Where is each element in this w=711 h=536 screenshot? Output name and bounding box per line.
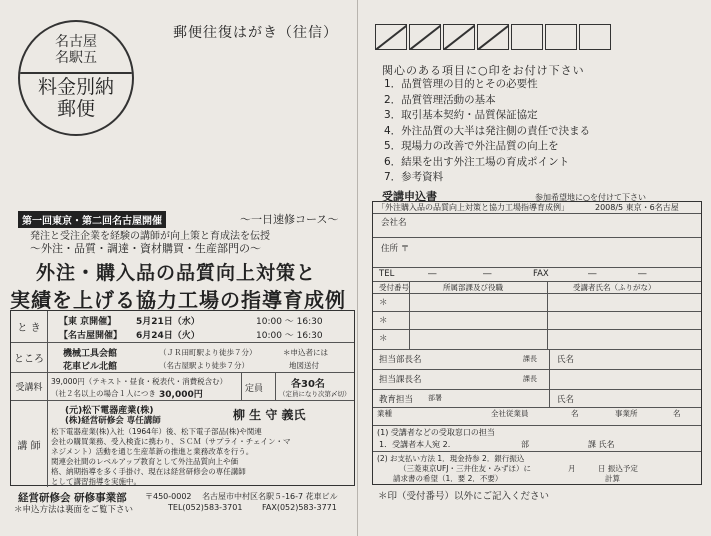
capacity: 各30名 <box>291 379 325 390</box>
nagoya-date: 6月24日（火） <box>136 331 200 341</box>
payment-month: 月 <box>568 464 576 473</box>
where-row <box>11 343 354 373</box>
fee-2-amount: 30,000円 <box>159 390 203 400</box>
when-label: と き <box>11 311 48 342</box>
tokyo-time: 10:00 〜 16:30 <box>256 317 323 327</box>
when-row <box>11 311 354 343</box>
col-receipt-no: 受付番号 <box>379 283 409 292</box>
interest-item[interactable]: 7．参考資料 <box>384 171 444 183</box>
employees-label: 全社従業員 <box>491 409 529 418</box>
organizer-zip: 〒450-0002 <box>145 492 192 501</box>
address-field[interactable] <box>373 238 701 268</box>
venue-2: 花車ビル北館 <box>63 362 118 372</box>
dept-head-row[interactable] <box>373 350 701 370</box>
tel-dash: ― <box>483 269 492 279</box>
postcode-box[interactable] <box>579 24 611 50</box>
payment-day: 日 振込予定 <box>598 464 638 473</box>
postal-title: 郵便往復はがき（往信） <box>173 25 338 41</box>
course-type: 〜一日速修コース〜 <box>240 213 339 226</box>
apply-note: ＊申込方法は裏面をご覧下さい <box>14 505 134 515</box>
stamp-line2: 郵便 <box>56 98 95 120</box>
fax-label: FAX <box>533 269 549 279</box>
course-date-place: 2008/5 東京・6名古屋 <box>595 203 679 212</box>
count-label: 名 <box>571 409 579 418</box>
business-row[interactable] <box>373 408 701 426</box>
organizer-address-line <box>145 491 338 502</box>
capacity-label: 定員 <box>245 384 264 394</box>
business-label: 業種 <box>377 409 392 418</box>
lecturer-bio: 関連会社間のレベルアップ教育として外注品質向上や価 <box>51 457 238 466</box>
section-head-label: 担当課長名 <box>379 375 422 385</box>
application-title: 受講申込書 <box>382 190 437 203</box>
lecturer-bio: 会社の購買業務、受入検査に携わり、ＳＣＭ（サプライ・チェイン・マ <box>51 437 291 446</box>
fee-row <box>11 373 354 401</box>
lecturer-row <box>11 401 354 487</box>
stamp-office-line2: 名駅五 <box>55 50 97 66</box>
address-label: 住所 〒 <box>381 244 410 254</box>
stamp-line1: 料金別納 <box>37 76 114 98</box>
lecturer-bio: ネジメント）活動を通じ生産革新の推進と業務改革を行う。 <box>51 447 254 456</box>
postcode-box[interactable] <box>443 24 475 50</box>
postcode-box[interactable] <box>545 24 577 50</box>
interest-item[interactable]: 6．結果を出す外注工場の育成ポイント <box>384 155 570 168</box>
interest-item[interactable]: 3．取引基本契約・品質保証協定 <box>384 109 538 121</box>
seminar-heading: 第一回東京・第二回名古屋開催 <box>18 211 166 228</box>
fee-label: 受講料 <box>11 373 48 400</box>
payment-label: (2) お支払い方法 1．現金持参 2．銀行振込 <box>377 454 525 463</box>
fee-2-prefix: （社２名以上の場合１人につき <box>51 389 156 398</box>
venue-remark-1: ＊申込者には <box>283 348 328 357</box>
venue-1-note: （ＪＲ田町駅より徒歩７分） <box>159 348 257 357</box>
fee-1: 39,000円（テキスト・昼食・税表代・消費税含む） <box>51 377 228 386</box>
stamp-office-line1: 名古屋 <box>55 34 97 50</box>
venue-2-note: （名古屋駅より徒歩７分） <box>159 361 249 370</box>
lecturer-name: 柳 生 守 義氏 <box>233 408 306 422</box>
seminar-title-line1: 外注・購入品の品質向上対策と <box>36 262 317 284</box>
postage-stamp <box>18 20 134 136</box>
required-mark: ＊ <box>379 334 388 344</box>
organizer-name: 経営研修会 研修事業部 <box>18 492 127 504</box>
attendee-row[interactable] <box>373 330 701 350</box>
course-row <box>373 202 701 214</box>
col-department: 所属部課及び役職 <box>443 283 503 292</box>
interest-list <box>384 77 590 186</box>
nagoya-label: 【名古屋開催】 <box>59 331 123 341</box>
application-form <box>372 201 702 485</box>
count-label-2: 名 <box>673 409 681 418</box>
section-head-row[interactable] <box>373 370 701 390</box>
tel-dash: ― <box>428 269 437 279</box>
col-attendee-name: 受講者氏名（ふりがな） <box>573 283 656 292</box>
organizer-tel: TEL(052)583-3701 <box>168 503 243 512</box>
lecturer-bio: として講習指導を実施中。 <box>51 477 141 486</box>
where-label: ところ <box>11 343 48 372</box>
tokyo-date: 5月21日（水） <box>136 317 200 327</box>
invoice-request: 請求書の希望（1．要 2．不要） <box>393 474 503 483</box>
contact-window-label: (1) 受講者などの受取窓口の担当 <box>377 428 495 437</box>
course-name: 「外注購入品の品質向上対策と協力工場指導育成例」 <box>377 203 569 212</box>
seminar-subtitle: 発注と受注企業を経験の講師が向上策と育成法を伝授 <box>30 231 270 242</box>
contact-window-name: 課 氏名 <box>588 440 615 449</box>
required-mark: ＊ <box>379 316 388 326</box>
tokyo-label: 【東 京開催】 <box>59 317 117 327</box>
dept-label: 部署 <box>428 394 442 402</box>
lecturer-org-2: (株)経営研修会 専任講師 <box>65 416 161 426</box>
postcode-box[interactable] <box>511 24 543 50</box>
contact-row[interactable] <box>373 390 701 408</box>
tel-fax-field[interactable] <box>373 268 701 282</box>
seminar-info-table <box>10 310 355 486</box>
company-label: 会社名 <box>381 218 407 228</box>
dept-head-label: 担当部長名 <box>379 355 422 365</box>
fold-line <box>357 0 358 536</box>
nagoya-time: 10:00 〜 16:30 <box>256 331 323 341</box>
lecturer-org: (元)松下電器産業(株) <box>65 406 154 416</box>
organizer-fax: FAX(052)583-3771 <box>262 503 337 512</box>
interest-item[interactable]: 2．品質管理活動の基本 <box>384 93 496 106</box>
fax-dash: ― <box>588 269 597 279</box>
contact-window-row[interactable] <box>373 426 701 452</box>
attendee-header <box>373 282 701 294</box>
contact-window-option: 1．受講者本人宛 2. <box>379 440 451 449</box>
lecturer-bio: 松下電器産業(株)入社（1964年）後、松下電子部品(株)や関連 <box>51 427 262 436</box>
attendee-row[interactable] <box>373 312 701 330</box>
interest-heading: 関心のある項目に○印をお付け下さい <box>382 64 585 77</box>
office-label: 事業所 <box>615 409 638 418</box>
lecturer-bio: 格、納期指導を多く手掛け、現在は経営研修会の専任講師 <box>51 467 246 476</box>
attendee-row[interactable] <box>373 294 701 312</box>
postcode-box[interactable] <box>477 24 509 50</box>
postcode-box[interactable] <box>375 24 407 50</box>
venue-1: 機械工具会館 <box>63 349 118 359</box>
postcode-box[interactable] <box>409 24 441 50</box>
lecturer-label: 講 師 <box>11 401 48 487</box>
company-field[interactable] <box>373 214 701 238</box>
seminar-title-line2: 実績を上げる協力工場の指導育成例 <box>10 288 346 312</box>
name-label-2: 氏名 <box>557 395 575 405</box>
interest-item[interactable]: 5．現場力の改善で外注品質の向上を <box>384 140 559 152</box>
venue-remark-2: 地図送付 <box>289 361 319 370</box>
postcode-boxes <box>375 24 613 50</box>
required-mark: ＊ <box>379 298 388 308</box>
organizer-address: 名古屋市中村区名駅５-16-7 花車ビル <box>202 492 338 501</box>
calculation-label: 計算 <box>605 474 620 483</box>
interest-item[interactable]: 1．品質管理の目的とその必要性 <box>384 78 538 90</box>
division-label: 課長 <box>523 355 537 363</box>
application-note: 参加希望地に○を付けて下さい <box>535 193 646 202</box>
interest-item[interactable]: 4．外注品質の大半は発注側の責任で決まる <box>384 124 591 137</box>
payment-row[interactable] <box>373 452 701 484</box>
tel-label: TEL <box>379 269 395 279</box>
seminar-subtitle-2: 〜外注・品質・調達・資材購買・生産部門の〜 <box>30 242 261 255</box>
fax-dash: ― <box>638 269 647 279</box>
payment-banks: （三菱東京UFJ・三井住友・みずほ）に <box>399 464 532 473</box>
division-label: 課長 <box>523 375 537 383</box>
contact-window-dept: 部 <box>521 440 529 449</box>
application-footer-note: ＊印（受付番号）以外にご記入ください <box>378 491 550 502</box>
capacity-note: （定員になり次第〆切） <box>279 390 351 398</box>
name-label: 氏名 <box>557 355 575 365</box>
contact-label: 教育担当 <box>379 395 414 405</box>
